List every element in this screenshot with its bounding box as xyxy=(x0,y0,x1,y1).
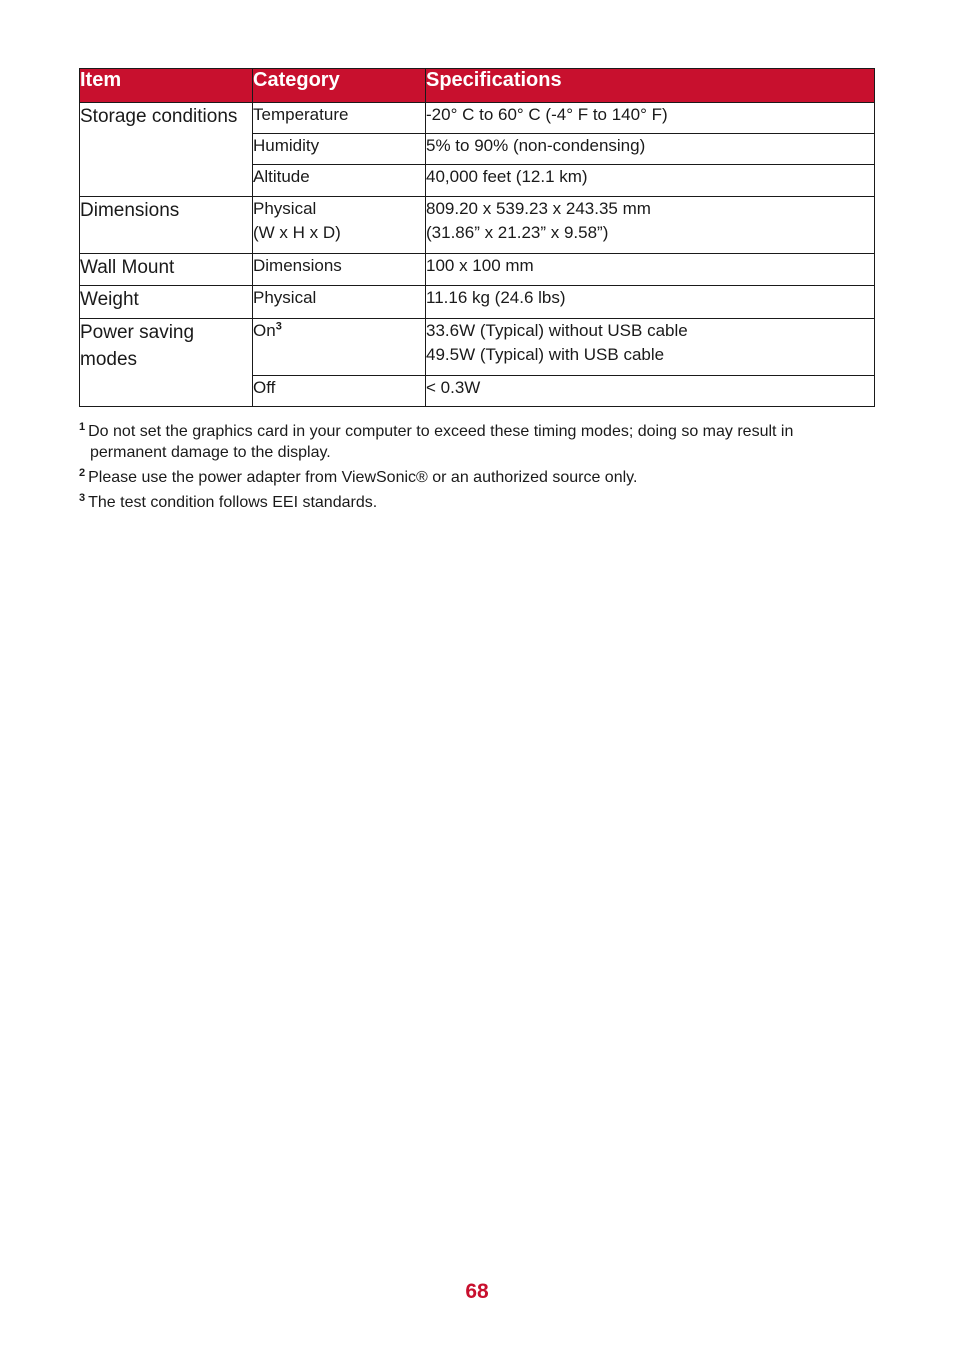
spec-cell: 100 x 100 mm xyxy=(426,254,875,286)
item-wall-mount: Wall Mount xyxy=(80,254,253,286)
footnote-text: The test condition follows EEI standards. xyxy=(88,494,378,511)
page-number: 68 xyxy=(465,1280,489,1303)
spec-line: 49.5W (Typical) with USB cable xyxy=(426,345,665,364)
item-storage-conditions: Storage conditions xyxy=(80,103,253,197)
specifications-table xyxy=(79,68,875,407)
category-line: Physical xyxy=(253,199,317,218)
category-cell xyxy=(253,319,426,376)
category-cell: Altitude xyxy=(253,165,426,197)
footnote-text: permanent damage to the display. xyxy=(90,444,331,461)
spec-line: 809.20 x 539.23 x 243.35 mm xyxy=(426,199,651,218)
footnote-number: 2 xyxy=(79,466,86,479)
spec-cell: -20° C to 60° C (-4° F to 140° F) xyxy=(426,103,875,134)
spec-cell xyxy=(426,319,875,376)
item-dimensions: Dimensions xyxy=(80,197,253,254)
category-cell: Humidity xyxy=(253,134,426,165)
spec-cell: 40,000 feet (12.1 km) xyxy=(426,165,875,197)
category-cell: Physical xyxy=(253,286,426,319)
footnote-number: 3 xyxy=(79,491,86,504)
table-row xyxy=(80,254,875,286)
header-item: Item xyxy=(80,69,253,103)
category-line: (W x H x D) xyxy=(253,223,341,242)
spec-cell: < 0.3W xyxy=(426,376,875,407)
footnote-ref: 3 xyxy=(275,320,282,333)
category-cell: Off xyxy=(253,376,426,407)
table-row xyxy=(80,319,875,376)
header-specifications: Specifications xyxy=(426,69,875,103)
table-row xyxy=(80,197,875,254)
spec-cell: 11.16 kg (24.6 lbs) xyxy=(426,286,875,319)
footnote-1 xyxy=(79,421,879,463)
spec-cell xyxy=(426,197,875,254)
category-cell xyxy=(253,197,426,254)
table-row xyxy=(80,103,875,134)
category-text: On xyxy=(253,321,276,340)
category-cell: Dimensions xyxy=(253,254,426,286)
category-cell: Temperature xyxy=(253,103,426,134)
footnote-3 xyxy=(79,492,879,513)
footnote-text: Do not set the graphics card in your computer to exceed these timing modes; doing so may result in xyxy=(88,423,794,440)
item-weight: Weight xyxy=(80,286,253,319)
footnote-2 xyxy=(79,467,879,488)
header-category: Category xyxy=(253,69,426,103)
spec-cell: 5% to 90% (non-condensing) xyxy=(426,134,875,165)
table-header-row xyxy=(80,69,875,103)
spec-line: (31.86” x 21.23” x 9.58”) xyxy=(426,223,609,242)
table-row xyxy=(80,286,875,319)
footnote-number: 1 xyxy=(79,420,86,433)
spec-line: 33.6W (Typical) without USB cable xyxy=(426,321,688,340)
footnote-text: Please use the power adapter from ViewSonic® or an authorized source only. xyxy=(88,469,638,486)
footnotes xyxy=(79,421,879,517)
item-power-saving-modes: Power saving modes xyxy=(80,319,253,407)
